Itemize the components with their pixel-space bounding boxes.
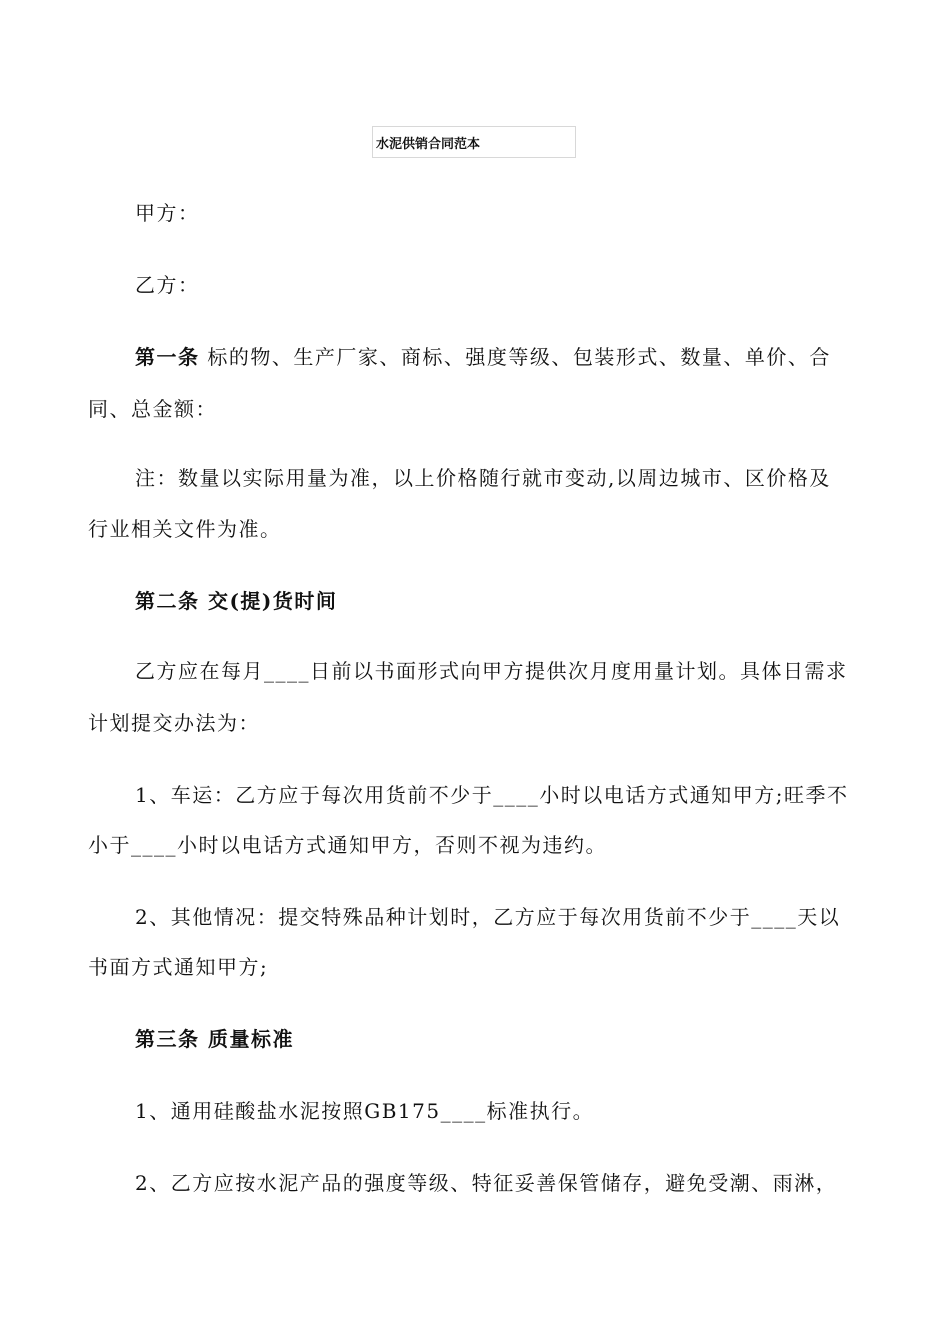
article-3-item-1: 1、通用硅酸盐水泥按照GB175____标准执行。 <box>135 1099 595 1123</box>
article-1-line-2: 同、总金额： <box>88 397 217 421</box>
document-title: 水泥供销合同范本 <box>376 137 481 152</box>
article-2-item-1-line-2: 小于____小时以电话方式通知甲方，否则不视为违约。 <box>88 833 607 857</box>
article-2-item-2-line-2: 书面方式通知甲方; <box>88 955 269 979</box>
article-2-item-2-line-1: 2、其他情况：提交特殊品种计划时，乙方应于每次用货前不少于____天以 <box>135 905 841 929</box>
article-1-text: 标的物、生产厂家、商标、强度等级、包装形式、数量、单价、合 <box>207 345 831 369</box>
article-2-para-line-1: 乙方应在每月____日前以书面形式向甲方提供次月度用量计划。具体日需求 <box>135 659 848 683</box>
article-2-heading: 第二条 交(提)货时间 <box>135 589 338 613</box>
article-3-item-2: 2、乙方应按水泥产品的强度等级、特征妥善保管储存，避免受潮、雨淋， <box>135 1171 838 1195</box>
article-1-line-1 <box>135 344 831 370</box>
article-1-heading: 第一条 <box>135 345 200 369</box>
article-3-heading: 第三条 质量标准 <box>135 1027 294 1051</box>
article-2-item-1-line-1: 1、车运：乙方应于每次用货前不少于____小时以电话方式通知甲方;旺季不 <box>135 783 849 807</box>
title-box <box>372 126 576 158</box>
party-a-label: 甲方： <box>135 201 200 225</box>
note-line-2: 行业相关文件为准。 <box>88 517 282 541</box>
party-b-label: 乙方： <box>135 273 200 297</box>
note-line-1: 注：数量以实际用量为准，以上价格随行就市变动,以周边城市、区价格及 <box>135 466 831 490</box>
article-2-para-line-2: 计划提交办法为： <box>88 711 260 735</box>
